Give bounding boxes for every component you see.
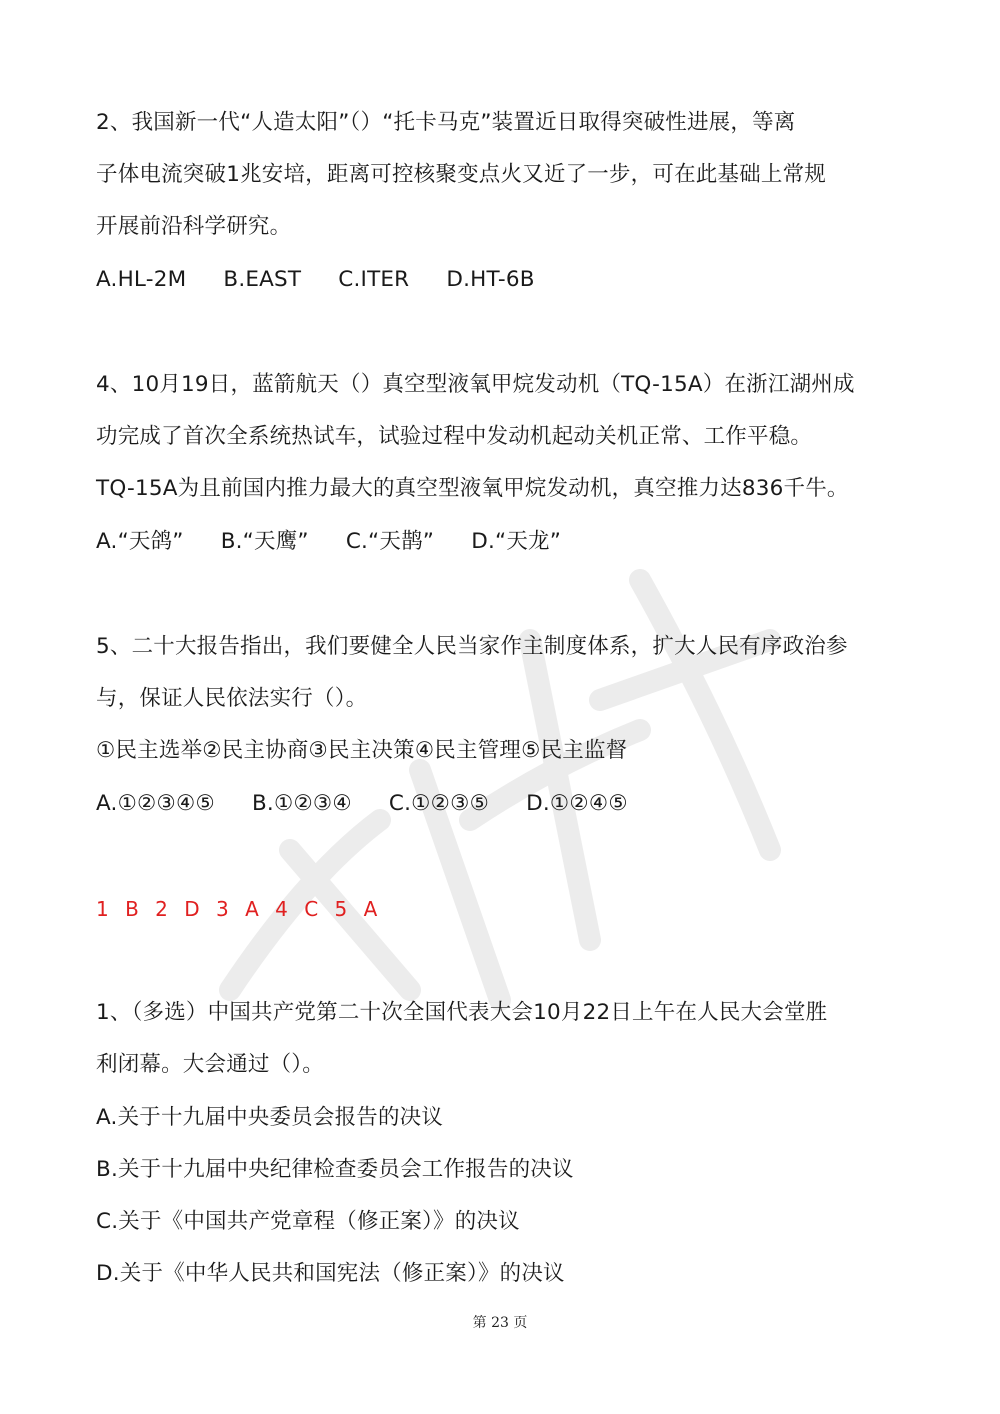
q2-option-d: D.HT-6B <box>446 267 535 292</box>
q5-option-c: C.①②③⑤ <box>388 791 490 816</box>
q5-option-a: A.①②③④⑤ <box>96 791 215 816</box>
answer-key: 1 B 2 D 3 A 4 C 5 A <box>96 897 383 921</box>
q5-line-1: 5、二十大报告指出，我们要健全人民当家作主制度体系，扩大人民有序政治参 <box>96 634 848 659</box>
q5-line-3: ①民主选举②民主协商③民主决策④民主管理⑤民主监督 <box>96 738 628 763</box>
q1-line-1: 1、（多选）中国共产党第二十次全国代表大会10月22日上午在人民大会堂胜 <box>96 1000 828 1025</box>
q2-option-c: C.ITER <box>338 267 410 292</box>
q5-options <box>96 789 658 819</box>
q2-option-b: B.EAST <box>223 267 302 292</box>
q4-line-3: TQ-15A为且前国内推力最大的真空型液氧甲烷发动机，真空推力达836千牛。 <box>96 476 849 501</box>
q2-option-a: A.HL-2M <box>96 267 187 292</box>
q1-line-2: 利闭幕。大会通过（）。 <box>96 1052 324 1077</box>
q1-option-b: B.关于十九届中央纪律检查委员会工作报告的决议 <box>96 1157 574 1182</box>
q4-options <box>96 527 591 557</box>
q2-line-3: 开展前沿科学研究。 <box>96 214 292 239</box>
q2-options <box>96 265 565 295</box>
q1-option-a: A.关于十九届中央委员会报告的决议 <box>96 1105 444 1130</box>
q1-option-c: C.关于《中国共产党章程（修正案）》的决议 <box>96 1209 520 1234</box>
q4-line-2: 功完成了首次全系统热试车，试验过程中发动机起动关机正常、工作平稳。 <box>96 424 813 449</box>
q4-option-c: C.“天鹊” <box>345 529 435 554</box>
page-number: 第 23 页 <box>472 1315 528 1331</box>
q1-option-d: D.关于《中华人民共和国宪法（修正案）》的决议 <box>96 1261 565 1286</box>
q2-line-2: 子体电流突破1兆安培，距离可控核聚变点火又近了一步，可在此基础上常规 <box>96 162 826 187</box>
q4-option-d: D.“天龙” <box>471 529 562 554</box>
q4-line-1: 4、10月19日，蓝箭航天（）真空型液氧甲烷发动机（TQ-15A）在浙江湖州成 <box>96 372 855 397</box>
q4-option-a: A.“天鸽” <box>96 529 184 554</box>
watermark-graphic <box>170 520 810 1040</box>
q5-option-d: D.①②④⑤ <box>526 791 628 816</box>
q4-option-b: B.“天鹰” <box>220 529 309 554</box>
q5-option-b: B.①②③④ <box>251 791 352 816</box>
q5-line-2: 与，保证人民依法实行（）。 <box>96 686 368 711</box>
q2-line-1: 2、我国新一代“人造太阳”（）“托卡马克”装置近日取得突破性进展，等离 <box>96 110 796 135</box>
